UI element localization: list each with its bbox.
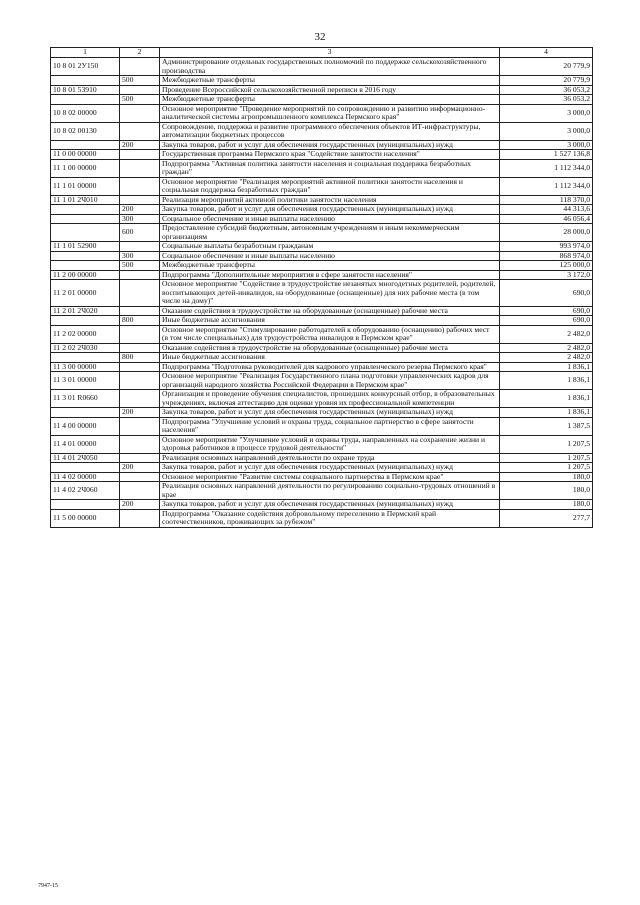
row-name: Основное мероприятие "Реализация Государственного плана подготовки управленческих кадров для организаций народного хозяйства Российской Федерации в Пермском крае" <box>160 372 500 390</box>
table-row <box>51 280 593 307</box>
row-code <box>51 76 120 86</box>
row-code <box>51 463 120 473</box>
row-amount: 28 000,0 <box>500 224 593 242</box>
row-name: Государственная программа Пермского края "Содействие занятости населения" <box>160 150 500 160</box>
table-row <box>51 224 593 242</box>
column-header-amount: 4 <box>500 48 593 58</box>
row-code: 10 8 02 00130 <box>51 122 120 140</box>
table-row <box>51 177 593 195</box>
row-name: Сопровождение, поддержка и развитие программного обеспечения объектов ИТ-инфраструктуры, автоматизации бюджетных процессов <box>160 122 500 140</box>
table-row <box>51 242 593 252</box>
row-name: Администрирование отдельных государственных полномочий по поддержке сельскохозяйственного производства <box>160 58 500 76</box>
row-code: 11 4 01 00000 <box>51 435 120 453</box>
row-code: 11 4 02 2Ч060 <box>51 482 120 500</box>
row-code <box>51 261 120 271</box>
row-name: Основное мероприятие "Стимулирование работодателей к оборудованию (оснащению) рабочих мест (в том числе специальных) для трудоустройства инвалидов в Пермском крае" <box>160 325 500 343</box>
row-amount: 1 207,5 <box>500 463 593 473</box>
row-name: Иные бюджетные ассигнования <box>160 316 500 326</box>
row-name: Закупка товаров, работ и услуг для обеспечения государственных (муниципальных) нужд <box>160 463 500 473</box>
row-code: 11 1 00 00000 <box>51 159 120 177</box>
row-expense-type: 200 <box>120 463 160 473</box>
row-name: Закупка товаров, работ и услуг для обеспечения государственных (муниципальных) нужд <box>160 205 500 215</box>
row-expense-type: 200 <box>120 140 160 150</box>
row-name: Закупка товаров, работ и услуг для обеспечения государственных (муниципальных) нужд <box>160 500 500 510</box>
row-expense-type <box>120 122 160 140</box>
column-number-row <box>51 48 593 58</box>
row-name: Закупка товаров, работ и услуг для обеспечения государственных (муниципальных) нужд <box>160 408 500 418</box>
row-amount: 1 836,1 <box>500 390 593 408</box>
row-amount: 1 207,5 <box>500 453 593 463</box>
table-row <box>51 435 593 453</box>
row-expense-type <box>120 482 160 500</box>
row-expense-type: 800 <box>120 316 160 326</box>
row-expense-type <box>120 390 160 408</box>
row-name: Социальное обеспечение и иные выплаты населению <box>160 214 500 224</box>
row-name: Предоставление субсидий бюджетным, автономным учреждениям и иным некоммерческим организациям <box>160 224 500 242</box>
row-name: Оказание содействия в трудоустройстве на оборудованные (оснащенные) рабочие места <box>160 306 500 316</box>
row-code: 10 8 02 00000 <box>51 104 120 122</box>
row-expense-type <box>120 472 160 482</box>
row-expense-type: 200 <box>120 500 160 510</box>
table-row <box>51 500 593 510</box>
row-name: Организация и проведение обучения специалистов, прошедших конкурсный отбор, в образовательных учреждениях, включая аттестацию для оценки уровня их профессиональной компетенции <box>160 390 500 408</box>
row-amount: 3 000,0 <box>500 122 593 140</box>
row-expense-type <box>120 435 160 453</box>
row-code <box>51 205 120 215</box>
row-amount: 277,7 <box>500 509 593 527</box>
row-name: Подпрограмма "Дополнительные мероприятия в сфере занятости населения" <box>160 270 500 280</box>
table-row <box>51 205 593 215</box>
row-expense-type <box>120 270 160 280</box>
row-name: Иные бюджетные ассигнования <box>160 353 500 363</box>
row-code: 11 2 02 00000 <box>51 325 120 343</box>
row-expense-type <box>120 325 160 343</box>
row-code: 11 2 01 2Ч020 <box>51 306 120 316</box>
row-amount: 1 112 344,0 <box>500 177 593 195</box>
row-amount: 993 974,0 <box>500 242 593 252</box>
table-row <box>51 58 593 76</box>
row-name: Подпрограмма "Подготовка руководителей для кадрового управленческого резерва Пермского края" <box>160 362 500 372</box>
row-code <box>51 500 120 510</box>
row-amount: 180,0 <box>500 500 593 510</box>
row-code: 11 5 00 00000 <box>51 509 120 527</box>
row-name: Межбюджетные трансферты <box>160 76 500 86</box>
row-code: 11 4 00 00000 <box>51 417 120 435</box>
table-row <box>51 95 593 105</box>
row-code <box>51 353 120 363</box>
table-row <box>51 150 593 160</box>
row-amount: 125 000,0 <box>500 261 593 271</box>
column-header-type: 2 <box>120 48 160 58</box>
row-expense-type: 200 <box>120 205 160 215</box>
row-amount: 180,0 <box>500 482 593 500</box>
row-amount: 3 000,0 <box>500 140 593 150</box>
row-amount: 1 836,1 <box>500 372 593 390</box>
row-expense-type <box>120 150 160 160</box>
row-code <box>51 316 120 326</box>
page-number: 32 <box>314 31 326 43</box>
table-row <box>51 316 593 326</box>
row-name: Реализация основных направлений деятельности по регулированию социально-трудовых отношений в крае <box>160 482 500 500</box>
row-name: Реализация мероприятий активной политики занятости населения <box>160 195 500 205</box>
table-row <box>51 463 593 473</box>
row-amount: 118 370,0 <box>500 195 593 205</box>
table-row <box>51 390 593 408</box>
row-name: Подпрограмма "Оказание содействия добровольному переселению в Пермский край соотечественников, проживающих за рубежом" <box>160 509 500 527</box>
row-name: Межбюджетные трансферты <box>160 261 500 271</box>
row-name: Проведение Всероссийской сельскохозяйственной переписи в 2016 году <box>160 85 500 95</box>
row-expense-type <box>120 372 160 390</box>
row-code: 11 1 01 2Ч010 <box>51 195 120 205</box>
table-row <box>51 325 593 343</box>
row-expense-type: 500 <box>120 261 160 271</box>
column-header-name: 3 <box>160 48 500 58</box>
row-code: 11 2 01 00000 <box>51 280 120 307</box>
row-amount: 44 313,6 <box>500 205 593 215</box>
row-name: Реализация основных направлений деятельности по охране труда <box>160 453 500 463</box>
row-expense-type: 300 <box>120 214 160 224</box>
row-amount: 1 207,5 <box>500 435 593 453</box>
row-amount: 36 053,2 <box>500 95 593 105</box>
row-expense-type <box>120 242 160 252</box>
budget-table <box>50 47 593 528</box>
row-expense-type: 600 <box>120 224 160 242</box>
row-code: 10 8 01 2У150 <box>51 58 120 76</box>
table-row <box>51 261 593 271</box>
row-amount: 690,0 <box>500 306 593 316</box>
table-row <box>51 353 593 363</box>
row-expense-type <box>120 104 160 122</box>
row-amount: 20 779,9 <box>500 58 593 76</box>
row-expense-type <box>120 159 160 177</box>
table-row <box>51 104 593 122</box>
table-row <box>51 76 593 86</box>
row-code: 11 1 01 52900 <box>51 242 120 252</box>
row-expense-type <box>120 509 160 527</box>
row-name: Социальные выплаты безработным гражданам <box>160 242 500 252</box>
row-name: Социальное обеспечение и иные выплаты населению <box>160 251 500 261</box>
row-code: 11 3 01 R0660 <box>51 390 120 408</box>
row-code <box>51 214 120 224</box>
row-name: Межбюджетные трансферты <box>160 95 500 105</box>
row-name: Основное мероприятие "Развитие системы социального партнерства в Пермском крае" <box>160 472 500 482</box>
row-name: Основное мероприятие "Содействие в трудоустройстве незанятых многодетных родителей, родителей, воспитывающих детей-инвалидов, на оборудованные (оснащенные) для них рабочие места (в том числе на дому)" <box>160 280 500 307</box>
row-amount: 1 836,1 <box>500 362 593 372</box>
table-row <box>51 482 593 500</box>
row-code: 11 2 02 2Ч030 <box>51 343 120 353</box>
row-code <box>51 408 120 418</box>
table-row <box>51 372 593 390</box>
row-amount: 2 482,0 <box>500 343 593 353</box>
row-amount: 2 482,0 <box>500 325 593 343</box>
row-code: 11 4 01 2Ч050 <box>51 453 120 463</box>
row-name: Основное мероприятие "Улучшение условий и охраны труда, направленных на сохранение жизни и здоровья работников в процессе трудовой деятельности" <box>160 435 500 453</box>
row-amount: 3 172,0 <box>500 270 593 280</box>
row-code: 11 2 00 00000 <box>51 270 120 280</box>
column-header-code: 1 <box>51 48 120 58</box>
table-row <box>51 417 593 435</box>
row-code: 11 4 02 00000 <box>51 472 120 482</box>
table-row <box>51 408 593 418</box>
row-name: Закупка товаров, работ и услуг для обеспечения государственных (муниципальных) нужд <box>160 140 500 150</box>
row-name: Подпрограмма "Активная политика занятости населения и социальная поддержка безработных граждан" <box>160 159 500 177</box>
row-expense-type: 500 <box>120 95 160 105</box>
row-amount: 690,0 <box>500 280 593 307</box>
row-amount: 2 482,0 <box>500 353 593 363</box>
row-code: 11 1 01 00000 <box>51 177 120 195</box>
row-amount: 180,0 <box>500 472 593 482</box>
row-amount: 3 000,0 <box>500 104 593 122</box>
row-amount: 1 112 344,0 <box>500 159 593 177</box>
row-code <box>51 251 120 261</box>
row-name: Основное мероприятие "Реализация мероприятий активной политики занятости населения и социальная поддержка безработных граждан" <box>160 177 500 195</box>
row-amount: 1 527 136,8 <box>500 150 593 160</box>
row-amount: 1 836,1 <box>500 408 593 418</box>
row-expense-type <box>120 362 160 372</box>
row-expense-type <box>120 58 160 76</box>
row-code <box>51 224 120 242</box>
row-expense-type: 300 <box>120 251 160 261</box>
row-amount: 36 053,2 <box>500 85 593 95</box>
row-amount: 20 779,9 <box>500 76 593 86</box>
row-expense-type <box>120 177 160 195</box>
table-row <box>51 159 593 177</box>
table-row <box>51 509 593 527</box>
document-footer-code: 7947-15 <box>38 883 58 889</box>
row-name: Основное мероприятие "Проведение мероприятий по сопровождению и развитию информационно-аналитической системы агропромышленного комплекса Пермского края" <box>160 104 500 122</box>
row-expense-type: 200 <box>120 408 160 418</box>
row-code: 11 3 01 00000 <box>51 372 120 390</box>
row-code: 11 3 00 00000 <box>51 362 120 372</box>
row-code: 10 8 01 53910 <box>51 85 120 95</box>
row-expense-type: 800 <box>120 353 160 363</box>
row-name: Подпрограмма "Улучшение условий и охраны труда, социальное партнерство в сфере занятости населения" <box>160 417 500 435</box>
row-amount: 1 387,5 <box>500 417 593 435</box>
row-name: Оказание содействия в трудоустройстве на оборудованные (оснащенные) рабочие места <box>160 343 500 353</box>
row-amount: 690,0 <box>500 316 593 326</box>
row-amount: 868 974,0 <box>500 251 593 261</box>
row-code <box>51 95 120 105</box>
row-expense-type <box>120 417 160 435</box>
row-expense-type <box>120 280 160 307</box>
row-expense-type: 500 <box>120 76 160 86</box>
row-code: 11 0 00 00000 <box>51 150 120 160</box>
row-amount: 46 056,4 <box>500 214 593 224</box>
table-row <box>51 122 593 140</box>
